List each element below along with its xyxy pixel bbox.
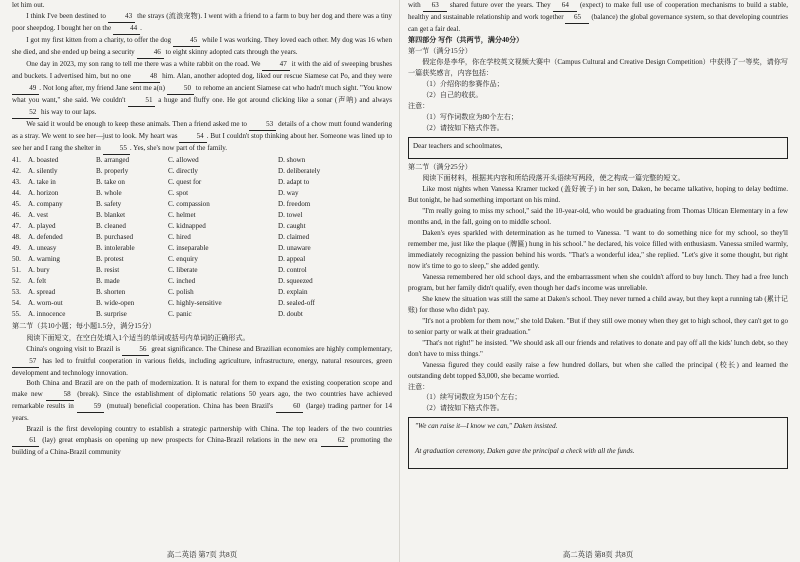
answer-blank[interactable]: 65 (565, 12, 589, 24)
question-number: 53. (12, 287, 21, 296)
option-b: B. blanket (96, 210, 126, 219)
option-b: B. surprise (96, 309, 127, 318)
answer-blank[interactable]: 43 (108, 11, 135, 23)
story-paragraph: Like most nights when Vanessa Kramer tucked (盖好被子) in her son, Daken, he became talkative, hoping to delay bedtime. But tonight, he had something important on his mind. (408, 184, 788, 204)
answer-blank[interactable]: 57 (12, 356, 39, 368)
option-a: A. vest (28, 210, 49, 219)
writing-sec2-note-1: （1）续写词数应为150个左右； (422, 393, 522, 402)
question-number: 41. (12, 155, 21, 164)
option-d: D. adapt to (278, 177, 310, 186)
story-passage (408, 184, 788, 382)
writing-sec1-task: 假定你是李华，你在学校英文视频大赛中（Campus Cultural and Creative Design Competition）中获得了一等奖，请你写一篇获奖感言，内容包括： (408, 57, 788, 77)
option-c: C. kidnapped (168, 221, 206, 230)
answer-blank[interactable]: 44 (113, 23, 140, 35)
writing-sec2-heading: 第二节（满分25分） (408, 162, 472, 171)
option-a: A. warning (28, 254, 60, 263)
option-d: D. unaware (278, 243, 311, 252)
question-number: 43. (12, 177, 21, 186)
grammar-para-1: China's ongoing visit to Brazil is 56 great significance. The Chinese and Brazilian economies are highly complementary, 57 has led to fruitful cooperation in various fields, including agriculture, infrastructure, energy, natural resources, green development and technology innovation. (12, 344, 392, 377)
page-footer: 高二英语 第8页 共8页 (562, 549, 634, 559)
question-number: 52. (12, 276, 21, 285)
grammar-para-2: Both China and Brazil are on the path of modernization. It is natural for them to expand the existing cooperation scope and make new 58 (break). Since the establishment of diplomatic relations 50 years ago, the two countries have achieved remarkable results in 59 (mutual) beneficial cooperation. China has been Brazil's 60 (large) trading partner for 14 years. (12, 379, 392, 423)
question-number: 50. (12, 254, 21, 263)
grammar-para-3: Brazil is the first developing country to establish a strategic partnership with China. The top leaders of the two countries 61 (lay) great emphasis on opening up new prospects for China-Brazil relations in the new era 62 promoting the building of a China-Brazil community (12, 425, 392, 457)
section2-instruction: 阅读下面短文，在空白处填入1个适当的单词或括号内单词的正确形式。 (26, 333, 250, 342)
question-number: 47. (12, 221, 21, 230)
option-c: C. quest for (168, 177, 202, 186)
answer-blank[interactable]: 64 (553, 0, 577, 12)
option-d: D. freedom (278, 199, 311, 208)
writing-sec1-heading: 第一节（满分15分） (408, 46, 472, 55)
note-label-2: 注意： (408, 382, 430, 391)
question-number: 42. (12, 166, 21, 175)
page-footer: 高二英语 第7页 共8页 (166, 549, 238, 559)
option-b: B. protest (96, 254, 124, 263)
page-divider (399, 0, 400, 562)
writing-sec2-task: 阅读下面材料，根据其内容和所给段落开头语续写两段，使之构成一篇完整的短文。 (422, 173, 685, 182)
answer-blank[interactable]: 51 (128, 95, 155, 107)
answer-box-2-line-2: At graduation ceremony, Daken gave the principal a check with all the funds. (415, 447, 635, 456)
answer-box-1 (408, 137, 788, 159)
answer-blank[interactable]: 49 (12, 83, 39, 95)
writing-sec1-note-2: （2）请按如下格式作答。 (422, 123, 504, 132)
story-paragraph: "It's not a problem for them now," she told Daken. "But if they still owe money when they get to high school, they can't get to go to senior party or walk at their graduation." (408, 316, 788, 336)
option-a: A. felt (28, 276, 47, 285)
writing-sec1-note-1: （1）写作词数应为80个左右； (422, 112, 518, 121)
option-d: D. sealed-off (278, 298, 315, 307)
option-a: A. played (28, 221, 56, 230)
option-d: D. doubt (278, 309, 303, 318)
cloze-paragraph: One day in 2023, my son rang to tell me there was a white rabbit on the road. We 47 it with the aid of sweeping brushes and buckets. I advertised him, but no one 48 him. Alan, another adopted dog, liked our rescue Siamese cat Po, and they were 49 . Not long after, my friend Jane sent me a(n) 50 to rehome an ancient Siamese cat who hadn't much sight. "You know what you want," she said. We couldn't 51 a huge and fluffy one. He got around clicking like a sonar (声呐) and always 52 his way to our laps. (12, 59, 392, 119)
grammar-para-4: with 63 shared future over the years. They 64 (expect) to make full use of cooperation mechanisms to build a stable, healthy and sustainable relationship and work together 65 (balance) the global governance system, so that developing countries can get a fair deal. (408, 1, 788, 33)
option-a: A. silently (28, 166, 58, 175)
option-d: D. shown (278, 155, 306, 164)
cloze-passage (12, 0, 392, 155)
option-b: B. shorten (96, 287, 126, 296)
question-number: 49. (12, 243, 21, 252)
option-c: C. panic (168, 309, 192, 318)
answer-blank[interactable]: 45 (173, 35, 200, 47)
answer-box-2-line-1: "We can raise it—I know we can," Daken insisted. (415, 422, 558, 431)
writing-sec1-point-2: （2）自己的收获。 (422, 90, 483, 99)
answer-blank[interactable]: 60 (276, 401, 303, 413)
option-b: B. safety (96, 199, 122, 208)
answer-blank[interactable]: 56 (122, 344, 149, 356)
option-d: D. way (278, 188, 299, 197)
answer-blank[interactable]: 62 (321, 435, 348, 447)
option-b: B. take on (96, 177, 125, 186)
story-paragraph: "I'm really going to miss my school," said the 10-year-old, who would be graduating from Thomas Ultican Elementary in a few months and, in the fall, going on to middle school. (408, 206, 788, 226)
cloze-options (12, 155, 392, 320)
cloze-paragraph: let him out. (12, 1, 45, 9)
option-c: C. highly-sensitive (168, 298, 222, 307)
question-number: 55. (12, 309, 21, 318)
answer-blank[interactable]: 48 (133, 71, 160, 83)
option-a: A. bury (28, 265, 50, 274)
question-number: 46. (12, 210, 21, 219)
option-d: D. claimed (278, 232, 310, 241)
option-d: D. towel (278, 210, 303, 219)
question-number: 45. (12, 199, 21, 208)
option-a: A. uneasy (28, 243, 57, 252)
answer-blank[interactable]: 50 (167, 83, 194, 95)
answer-blank[interactable]: 58 (46, 389, 73, 401)
option-b: B. properly (96, 166, 129, 175)
option-b: B. whole (96, 188, 122, 197)
writing-sec1-point-1: （1）介绍你的参赛作品； (422, 79, 504, 88)
story-paragraph: Vanessa remembered her old school days, and the embarrassment when she couldn't afford to buy lunch. They had a free lunch program, but her family didn't qualify, even though her dad's income was unreliable. (408, 272, 788, 292)
cloze-paragraph: We said it would be enough to keep these animals. Then a friend asked me to 53 details of a chow mutt found wandering as a stray. We went to see her—just to look. My heart was 54 . But I couldn't stop thinking about her. Someone was lined up to see her and I rang the shelter in 55 . Yes, she's now part of the family. (12, 119, 392, 155)
option-b: B. wide-open (96, 298, 135, 307)
option-a: A. company (28, 199, 63, 208)
option-a: A. innocence (28, 309, 66, 318)
option-b: B. intolerable (96, 243, 135, 252)
option-d: D. squeezed (278, 276, 313, 285)
option-c: C. compassion (168, 199, 210, 208)
answer-blank[interactable]: 63 (423, 0, 447, 12)
page-8 (408, 0, 788, 562)
option-c: C. polish (168, 287, 194, 296)
question-number: 44. (12, 188, 21, 197)
option-a: A. horizon (28, 188, 59, 197)
writing-sec2-note-2: （2）请按如下格式作答。 (422, 404, 504, 413)
part4-heading: 第四部分 写作（共两节，满分40分） (408, 35, 524, 44)
question-number: 48. (12, 232, 21, 241)
option-c: C. inseparable (168, 243, 209, 252)
answer-blank[interactable]: 46 (137, 47, 164, 59)
question-number: 54. (12, 298, 21, 307)
option-c: C. directly (168, 166, 198, 175)
option-d: D. control (278, 265, 307, 274)
option-b: B. made (96, 276, 120, 285)
option-d: D. deliberately (278, 166, 321, 175)
answer-blank[interactable]: 55 (103, 143, 130, 155)
cloze-paragraph: I got my first kitten from a charity, to offer the dog 45 while I was working. They loved each other. My dog was 16 when she died, and she ended up being a security 46 to eight skinny adopted cats through the years. (12, 35, 392, 59)
option-d: D. caught (278, 221, 306, 230)
option-a: A. spread (28, 287, 56, 296)
option-c: C. allowed (168, 155, 199, 164)
option-c: C. liberate (168, 265, 198, 274)
page-7 (12, 0, 392, 562)
story-paragraph: She knew the situation was still the same at Daken's school. They never turned a child away, but they kept a running tab (累计记账) for those who didn't pay. (408, 294, 788, 314)
story-paragraph: Daken's eyes sparkled with determination as he turned to Vanessa. "I want to do something nice for my school, so they'll remember me, just like the plaque (牌匾) hung in his school." he declared, his voice filled with enthusiasm. Vanessa smiled warmly, immediately recognizing the passion behind his words. "That's a wonderful idea," she replied. "Let's give it some thought, but right now it's time to go to sleep," she added gently. (408, 228, 788, 270)
option-a: A. defended (28, 232, 63, 241)
option-b: B. resist (96, 265, 120, 274)
question-number: 51. (12, 265, 21, 274)
story-paragraph: Vanessa figured they could easily raise a few hundred dollars, but when she called the principal (校长) and learned the outstanding debt topped $3,000, she became worried. (408, 360, 788, 380)
option-a: A. worn-out (28, 298, 63, 307)
option-b: B. purchased (96, 232, 134, 241)
option-d: D. appeal (278, 254, 306, 263)
option-c: C. hired (168, 232, 191, 241)
answer-box-2 (408, 417, 788, 469)
story-paragraph: "That's not right!" he insisted. "We should ask all our friends and relatives to donate and pay off all the kids' lunch debt, so they don't have to miss things." (408, 338, 788, 358)
note-label: 注意： (408, 101, 430, 110)
option-b: B. cleaned (96, 221, 126, 230)
answer-blank[interactable]: 61 (12, 435, 39, 447)
option-d: D. explain (278, 287, 308, 296)
option-c: C. inched (168, 276, 196, 285)
section2-heading: 第二节（共10小题；每小题1.5分，满分15分） (12, 321, 156, 330)
option-c: C. enquiry (168, 254, 198, 263)
answer-box-1-text: Dear teachers and schoolmates, (413, 141, 503, 150)
answer-blank[interactable]: 59 (77, 401, 104, 413)
option-c: C. spot (168, 188, 189, 197)
answer-blank[interactable]: 52 (12, 107, 39, 119)
answer-blank[interactable]: 53 (249, 119, 276, 131)
option-b: B. arranged (96, 155, 130, 164)
option-c: C. helmet (168, 210, 196, 219)
option-a: A. boasted (28, 155, 59, 164)
answer-blank[interactable]: 54 (179, 131, 206, 143)
option-a: A. take in (28, 177, 56, 186)
answer-blank[interactable]: 47 (262, 59, 289, 71)
cloze-paragraph: I think I've been destined to 43 the strays (流浪宠物). I went with a friend to a farm to buy her dog and there was a tiny poor sheepdog. I bought her on the 44 . (12, 11, 392, 35)
